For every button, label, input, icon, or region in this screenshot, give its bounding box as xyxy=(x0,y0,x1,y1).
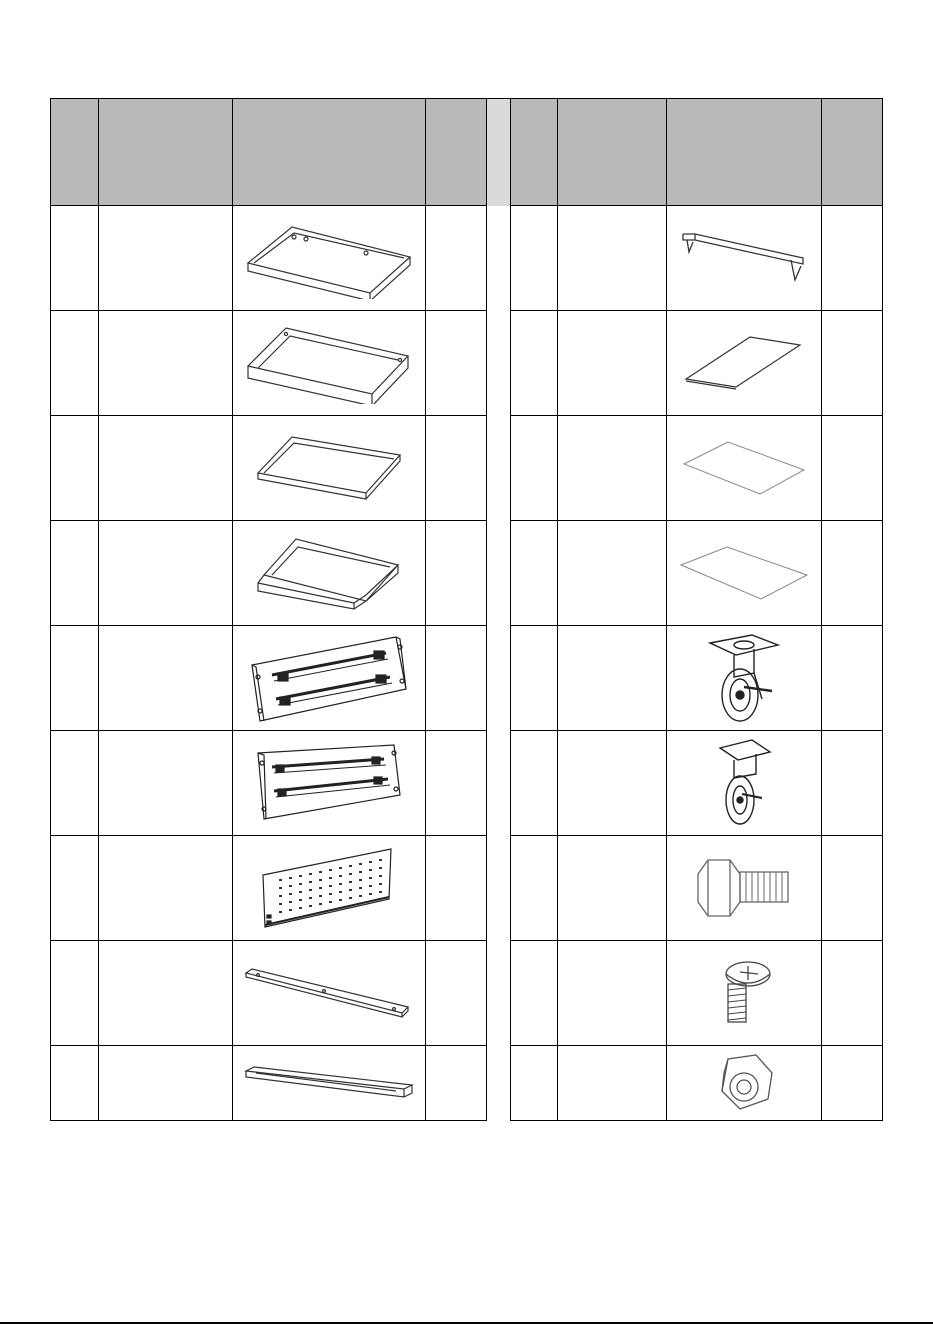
table-row xyxy=(51,311,883,416)
hex-nut-icon xyxy=(714,1053,774,1113)
swivel-caster-brake-icon xyxy=(704,633,784,723)
handle-bar-icon xyxy=(679,228,809,288)
header-no xyxy=(51,99,99,206)
header-qty xyxy=(426,99,487,206)
flat-tray-icon xyxy=(254,433,404,503)
screw-icon xyxy=(714,958,774,1028)
table-header-row xyxy=(51,99,883,206)
shelf-tray-open-icon xyxy=(244,322,414,404)
perforated-panel-icon xyxy=(259,845,399,931)
angle-bar-icon xyxy=(244,1065,414,1101)
hex-bolt-icon xyxy=(694,856,794,920)
drawer-slide-panel-large-icon xyxy=(248,633,410,723)
table-row xyxy=(51,836,883,941)
fixed-caster-icon xyxy=(714,738,774,828)
header-image-2 xyxy=(667,99,822,206)
parts-list-table xyxy=(50,98,883,1121)
header-name xyxy=(99,99,233,206)
header-qty-2 xyxy=(822,99,883,206)
thin-sheet-icon xyxy=(682,440,806,496)
table-row xyxy=(51,521,883,626)
rail-bar-icon xyxy=(244,963,414,1023)
header-gap xyxy=(487,99,511,206)
shelf-tray-icon xyxy=(244,217,414,299)
header-image xyxy=(233,99,426,206)
table-row xyxy=(51,731,883,836)
table-row xyxy=(51,626,883,731)
table-row xyxy=(51,206,883,311)
table-row xyxy=(51,1046,883,1121)
table-row xyxy=(51,941,883,1046)
header-name-2 xyxy=(558,99,667,206)
flat-sheet-icon xyxy=(684,333,804,393)
table-row xyxy=(51,416,883,521)
header-no-2 xyxy=(511,99,558,206)
drawer-tray-icon xyxy=(254,535,404,611)
thin-sheet-large-icon xyxy=(679,545,809,601)
drawer-slide-panel-icon xyxy=(254,739,404,827)
